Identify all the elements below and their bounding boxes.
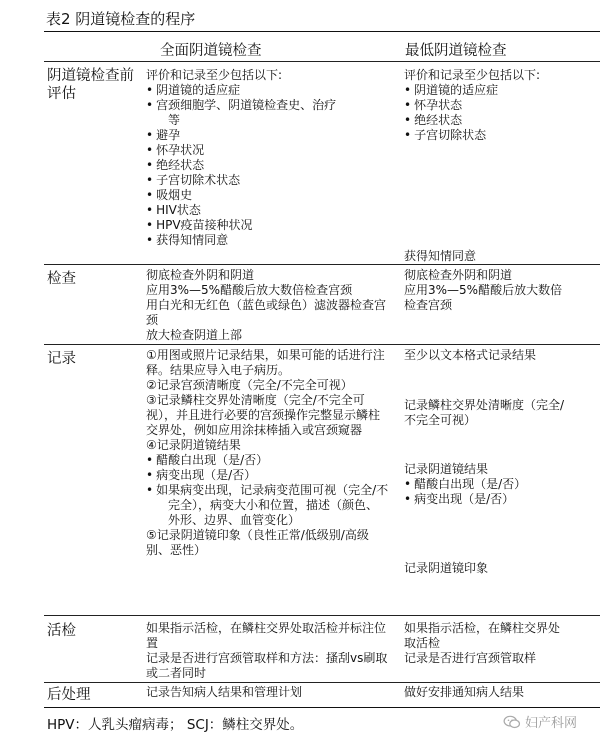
text-line: 做好安排通知病人结果 — [404, 685, 525, 699]
text-line: 记录告知病人结果和管理计划 — [146, 685, 303, 699]
rule-biopsy — [44, 682, 600, 683]
bullet-item: • 吸烟史 — [146, 188, 336, 203]
text-line: ④记录阴道镜结果 — [146, 438, 241, 452]
exam-col2 — [404, 268, 562, 313]
watermark — [503, 712, 577, 731]
text-line: 取活检 — [404, 636, 441, 650]
bullet-item: • 阴道镜的适应症 — [404, 83, 540, 98]
header-minimal-colposcopy: 最低阴道镜检查 — [405, 43, 507, 59]
text-line: 颈 — [146, 313, 159, 327]
table-caption: 表2 阴道镜检查的程序 — [46, 10, 196, 28]
header-full-colposcopy: 全面阴道镜检查 — [160, 43, 262, 59]
biopsy-col1 — [146, 621, 387, 681]
row-label-pre: 阴道镜检查前 评估 — [47, 68, 134, 102]
text-line: ①用图或照片记录结果，如果可能的话进行注 — [146, 348, 385, 362]
text-line: 评价和记录至少包括以下: — [146, 68, 283, 82]
bullet-item: • 避孕 — [146, 128, 336, 143]
record-col2-d: 记录阴道镜印象 — [404, 561, 489, 575]
watermark-text: 妇产科网 — [525, 716, 578, 731]
text-line: 外形、边界、血管变化） — [168, 513, 301, 527]
text-line: 等 — [168, 113, 181, 127]
row-label-post: 后处理 — [47, 687, 91, 703]
text-line: ③记录鳞柱交界处清晰度（完全/不完全可 — [146, 393, 365, 407]
post-col2 — [404, 685, 524, 700]
text-line: 如果指示活检，在鳞柱交界处取活检并标注位 — [146, 621, 387, 635]
record-col2-a: 至少以文本格式记录结果 — [404, 348, 537, 362]
text-line: 视），并且进行必要的宫颈操作完整显示鳞柱 — [146, 408, 381, 422]
bullet-item: • 怀孕状况 — [146, 143, 336, 158]
bullet-item: • 阴道镜的适应症 — [146, 83, 336, 98]
text-line: 应用3%—5%醋酸后放大数倍 — [404, 283, 563, 297]
exam-col1 — [146, 268, 386, 343]
bullet-item: • HIV状态 — [146, 203, 336, 218]
record-col1 — [146, 348, 388, 558]
bullet-item: • 绝经状态 — [404, 113, 540, 128]
rule-header — [44, 61, 600, 62]
bullet-item: • 子宫切除术状态 — [146, 173, 336, 188]
text-line: 彻底检查外阴和阴道 — [146, 268, 255, 282]
row-label-record: 记录 — [47, 351, 76, 367]
pre-col2-tail: 获得知情同意 — [404, 249, 477, 263]
rule-top — [44, 31, 600, 32]
bullet-item: • 怀孕状态 — [404, 98, 540, 113]
text-line: 用白光和无红色（蓝色或绿色）滤波器检查宫 — [146, 298, 387, 312]
biopsy-col2 — [404, 621, 560, 666]
text-line: 记录是否进行宫颈管取样 — [404, 651, 537, 665]
record-col2-b: 记录鳞柱交界处清晰度（完全/ 不完全可视） — [404, 398, 565, 427]
text-line: 检查宫颈 — [404, 298, 453, 312]
bullet-item: • 醋酸白出现（是/否） — [146, 453, 388, 468]
text-line: 交界处，例如应用涂抹棒插入或宫颈窥器 — [146, 423, 363, 437]
text-line: 评价和记录至少包括以下: — [404, 68, 541, 82]
footnote: HPV：人乳头瘤病毒； SCJ：鳞柱交界处。 — [47, 717, 304, 733]
text-line: 置 — [146, 636, 159, 650]
rule-bottom — [44, 707, 600, 708]
pre-col1 — [146, 68, 336, 248]
row-label-biopsy: 活检 — [47, 623, 76, 639]
text-line: 应用3%—5%醋酸后放大数倍检查宫颈 — [146, 283, 353, 297]
bullet-item: • 子宫切除状态 — [404, 128, 540, 143]
bullet-item: • 绝经状态 — [146, 158, 336, 173]
text-line: ②记录宫颈清晰度（完全/不完全可视） — [146, 378, 353, 392]
bullet-item: • HPV疫苗接种状况 — [146, 218, 336, 233]
text-line: 释。结果应导入电子病历。 — [146, 363, 291, 377]
bullet-item: • 获得知情同意 — [146, 233, 336, 248]
record-col2-c — [404, 462, 526, 507]
bullet-item: • 病变出现（是/否） — [146, 468, 388, 483]
row-label-exam: 检查 — [47, 271, 76, 287]
text-line: 或二者同时 — [146, 666, 207, 680]
wechat-icon — [503, 715, 521, 729]
text-line: ⑤记录阴道镜印象（良性正常/低级别/高级 — [146, 528, 369, 542]
rule-pre — [44, 264, 600, 265]
text-line: 记录是否进行宫颈管取样和方法：搔刮vs刷取 — [146, 651, 388, 665]
text-line: 记录阴道镜结果 — [404, 462, 489, 476]
bullet-item: • 如果病变出现，记录病变范围可视（完全/不 — [146, 483, 388, 498]
text-line: 彻底检查外阴和阴道 — [404, 268, 513, 282]
bullet-item: • 病变出现（是/否） — [404, 492, 526, 507]
bullet-item: • 醋酸白出现（是/否） — [404, 477, 526, 492]
post-col1 — [146, 685, 302, 700]
text-line: 别、恶性） — [146, 543, 207, 557]
rule-exam — [44, 344, 600, 345]
pre-col2 — [404, 68, 540, 143]
bullet-item: • 宫颈细胞学、阴道镜检查史、治疗 — [146, 98, 336, 113]
text-line: 如果指示活检，在鳞柱交界处 — [404, 621, 561, 635]
rule-record — [44, 615, 600, 616]
text-line: 放大检查阴道上部 — [146, 328, 243, 342]
text-line: 完全），病变大小和位置，描述（颜色、 — [168, 498, 379, 512]
